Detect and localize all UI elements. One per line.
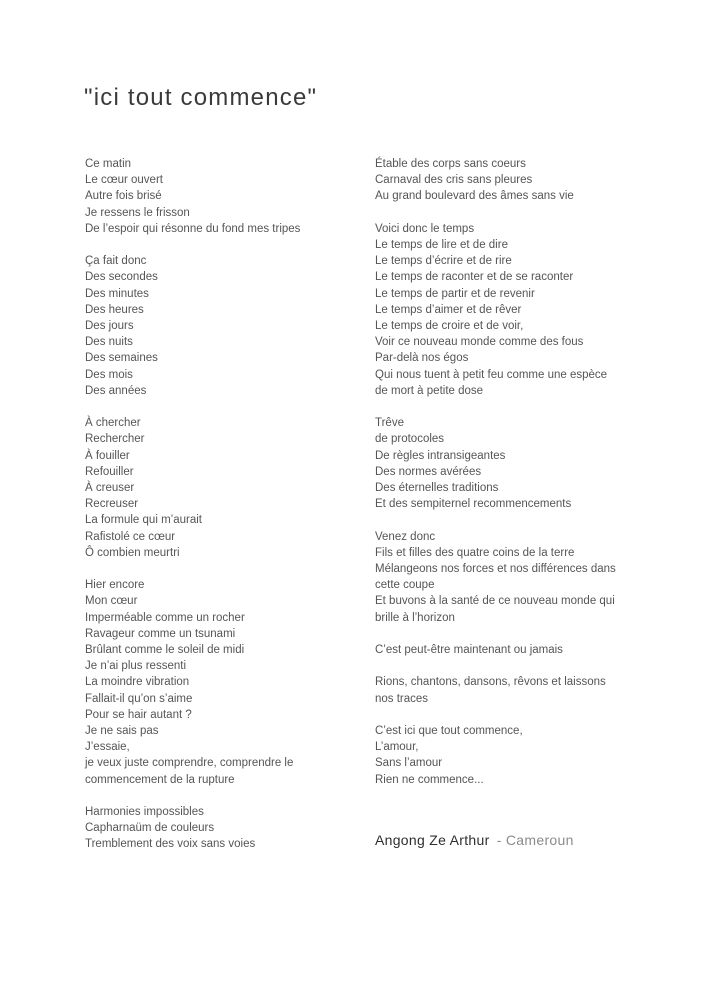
poem-line: C’est peut-être maintenant ou jamais xyxy=(375,644,563,657)
poem-line: Le temps de croire et de voir, xyxy=(375,320,524,333)
stanza xyxy=(85,577,377,788)
stanza xyxy=(375,723,667,788)
poem-line: Je n’ai plus ressenti xyxy=(85,660,186,673)
poem-line: Qui nous tuent à petit feu comme une espèce xyxy=(375,368,608,381)
poem-line: de mort à petite dose xyxy=(375,384,484,397)
poem-line: Je ne sais pas xyxy=(85,725,159,738)
poem-line: Rien ne commence... xyxy=(375,773,484,786)
poem-line: Harmonies impossibles xyxy=(85,806,204,819)
poem-line: Ô combien meurtri xyxy=(85,546,180,559)
stanza xyxy=(375,642,667,658)
poem-line: Des heures xyxy=(85,303,144,316)
poem-line: Le temps d’écrire et de rire xyxy=(375,255,512,268)
stanza xyxy=(85,253,377,399)
poem-line: Des jours xyxy=(85,320,134,333)
poem-line: Ce matin xyxy=(85,158,132,170)
stanza xyxy=(375,529,667,626)
poem-line: Des normes avérées xyxy=(375,465,482,478)
signature-origin: - Cameroun xyxy=(496,832,574,848)
stanza xyxy=(375,156,667,205)
poem-line: Et des sempiternel recommencements xyxy=(375,498,572,511)
poem-line: Brûlant comme le soleil de midi xyxy=(85,644,245,657)
poem-line: Autre fois brisé xyxy=(85,190,162,203)
poem-line: La moindre vibration xyxy=(85,676,190,689)
poem-line: Des mois xyxy=(85,368,133,381)
poem-line: Le temps de raconter et de se raconter xyxy=(375,271,574,284)
stanza xyxy=(85,415,377,561)
poem-line: Et buvons à la santé de ce nouveau monde qui xyxy=(375,595,615,608)
poem-line: Des éternelles traditions xyxy=(375,482,499,495)
poem-line: brille à l’horizon xyxy=(375,611,455,624)
signature xyxy=(375,832,574,848)
poem-line: Pour se hair autant ? xyxy=(85,708,192,721)
poem-line: À chercher xyxy=(85,417,141,430)
poem-line: Fils et filles des quatre coins de la terre xyxy=(375,546,575,559)
poem-line: La formule qui m’aurait xyxy=(85,514,202,527)
poem-line: cette coupe xyxy=(375,579,435,592)
poem-line: Des nuits xyxy=(85,336,133,349)
poem-line: De règles intransigeantes xyxy=(375,449,506,462)
poem-line: À creuser xyxy=(85,482,135,495)
poem-line: C’est ici que tout commence, xyxy=(375,725,523,738)
poem-line: Venez donc xyxy=(375,530,436,543)
poem-line: Imperméable comme un rocher xyxy=(85,611,245,624)
poem-line: Ravageur comme un tsunami xyxy=(85,627,236,640)
poem-line: Trêve xyxy=(375,417,404,430)
poem-line: nos traces xyxy=(375,692,429,705)
poem-line: Voir ce nouveau monde comme des fous xyxy=(375,336,584,349)
poem-line: Capharnaüm de couleurs xyxy=(85,822,215,835)
poem-line: Mon cœur xyxy=(85,595,138,608)
poem-line: Étable des corps sans coeurs xyxy=(375,158,526,170)
poem-line: Fallait-il qu’on s’aime xyxy=(85,692,193,705)
poem-line: Voici donc le temps xyxy=(375,222,475,235)
poem-line: de protocoles xyxy=(375,433,445,446)
poem-line: Tremblement des voix sans voies xyxy=(85,838,256,851)
poem-line: Le temps de partir et de revenir xyxy=(375,287,535,300)
signature-author: Angong Ze Arthur xyxy=(375,832,490,848)
poem-line: je veux juste comprendre, comprendre le xyxy=(85,757,294,770)
poem-line: Sans l’amour xyxy=(375,757,443,770)
poem-line: Par-delà nos égos xyxy=(375,352,469,365)
stanza xyxy=(85,156,377,237)
poem-line: J’essaie, xyxy=(85,741,130,754)
poem-line: Carnaval des cris sans pleures xyxy=(375,174,533,187)
page-title: "ici tout commence" xyxy=(84,84,318,111)
poem-line: L’amour, xyxy=(375,741,419,754)
poem-line: Recreuser xyxy=(85,498,139,511)
poem-line: Des minutes xyxy=(85,287,149,300)
poem-line: Rechercher xyxy=(85,433,145,446)
poem-line: commencement de la rupture xyxy=(85,773,235,786)
stanza xyxy=(375,415,667,512)
poem-line: Ça fait donc xyxy=(85,255,147,268)
poem-line: À fouiller xyxy=(85,449,130,462)
poem-line: Le temps de lire et de dire xyxy=(375,239,508,251)
poem-line: Le cœur ouvert xyxy=(85,174,163,187)
stanza xyxy=(85,804,377,853)
poem-line: Au grand boulevard des âmes sans vie xyxy=(375,190,574,203)
poem-line: Le temps d’aimer et de rêver xyxy=(375,303,522,316)
poem-line: Rions, chantons, dansons, rêvons et laissons xyxy=(375,676,606,689)
poem-line: Hier encore xyxy=(85,579,145,592)
poem-line: Je ressens le frisson xyxy=(85,206,190,219)
poem-line: Des secondes xyxy=(85,271,158,284)
poem-column-left xyxy=(85,156,377,869)
poem-line: Des années xyxy=(85,384,147,397)
poem-column-right xyxy=(375,156,667,804)
poem-line: Des semaines xyxy=(85,352,158,365)
poem-line: De l’espoir qui résonne du fond mes tripes xyxy=(85,222,301,235)
poem-line: Refouiller xyxy=(85,465,134,478)
poem-line: Mélangeons nos forces et nos différences dans xyxy=(375,563,616,576)
poem-line: Rafistolé ce cœur xyxy=(85,530,176,543)
stanza xyxy=(375,221,667,399)
stanza xyxy=(375,674,667,706)
